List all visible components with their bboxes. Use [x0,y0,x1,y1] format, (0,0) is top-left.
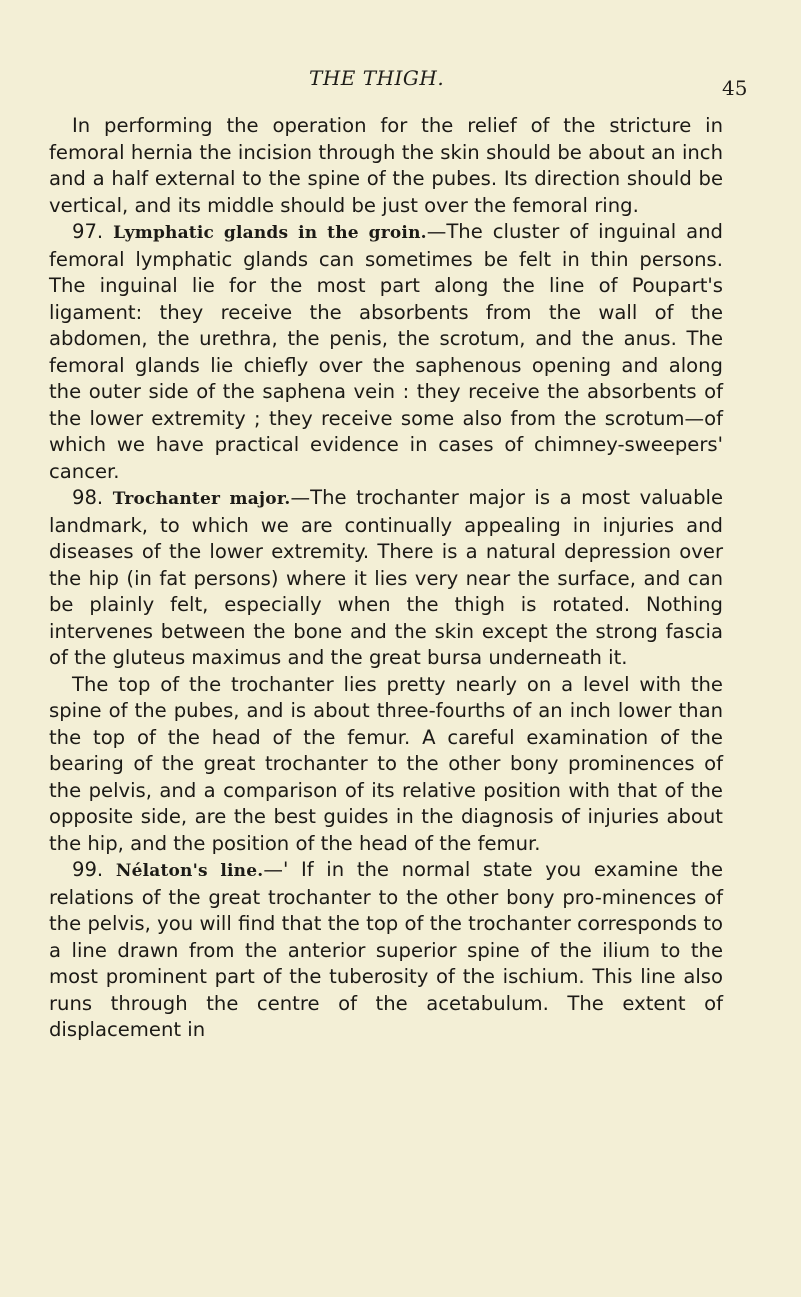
section-heading: Nélaton's line. [115,861,264,881]
paragraph-body: In performing the operation for the relief of the stricture in femoral hernia the incision through the skin should be about an inch and a half external to the spine of the pubes. Its direction should be vertical, and its middle should be just over the femoral ring. [49,114,723,217]
section-heading: Lymphatic glands in the groin. [113,223,427,243]
running-head [0,66,801,100]
paragraph-97 [49,219,723,485]
paragraph-body: —The trochanter major is a most valuable landmark, to which we are continually appealing in injuries and diseases of the lower extremity. There is a natural depression over the hip (in fat persons) where it lies very near the surface, and can be plainly felt, especially when the thigh is rotated. Nothing intervenes between the bone and the skin except the strong fascia of the gluteus maximus and the great bursa underneath it. [49,486,724,669]
paragraph-98 [49,485,723,672]
running-title: THE THIGH. [309,66,445,90]
paragraph-body: —' If in the normal state you examine the relations of the great trochanter to the other bony pro-minences of the pelvis, you will find that the top of the trochanter corresponds to a line drawn from the anterior superior spine of the ilium to the most prominent part of the tuberosity of the ischium. This line also runs through the centre of the acetabulum. The extent of displacement in [49,858,723,1041]
section-heading: Trochanter major. [112,489,291,509]
body-text [49,113,723,1044]
paragraph-body: —The cluster of inguinal and femoral lymphatic glands can sometimes be felt in thin persons. The inguinal lie for the most part along the line of Poupart's ligament: they receive the absorbents from the wall of the abdomen, the urethra, the penis, the scrotum, and the anus. The femoral glands lie chiefly over the saphenous opening and along the outer side of the saphena vein : they receive the absorbents of the lower extremity ; they receive some also from the scrotum—of which we have practical evidence in cases of chimney-sweepers' cancer. [49,220,723,483]
paragraph-body: The top of the trochanter lies pretty nearly on a level with the spine of the pubes, and is about three-fourths of an inch lower than the top of the head of the femur. A careful examination of the bearing of the great trochanter to the other bony prominences of the pelvis, and a comparison of its relative position with that of the opposite side, are the best guides in the diagnosis of injuries about the hip, and the position of the head of the femur. [49,672,723,855]
paragraph-99 [49,857,723,1044]
page-number: 45 [722,76,748,100]
paragraph-98-continued [49,672,723,858]
section-number: 97. [72,220,104,243]
paragraph-stricture [49,113,723,219]
section-number: 99. [72,858,104,881]
section-number: 98. [72,486,104,509]
